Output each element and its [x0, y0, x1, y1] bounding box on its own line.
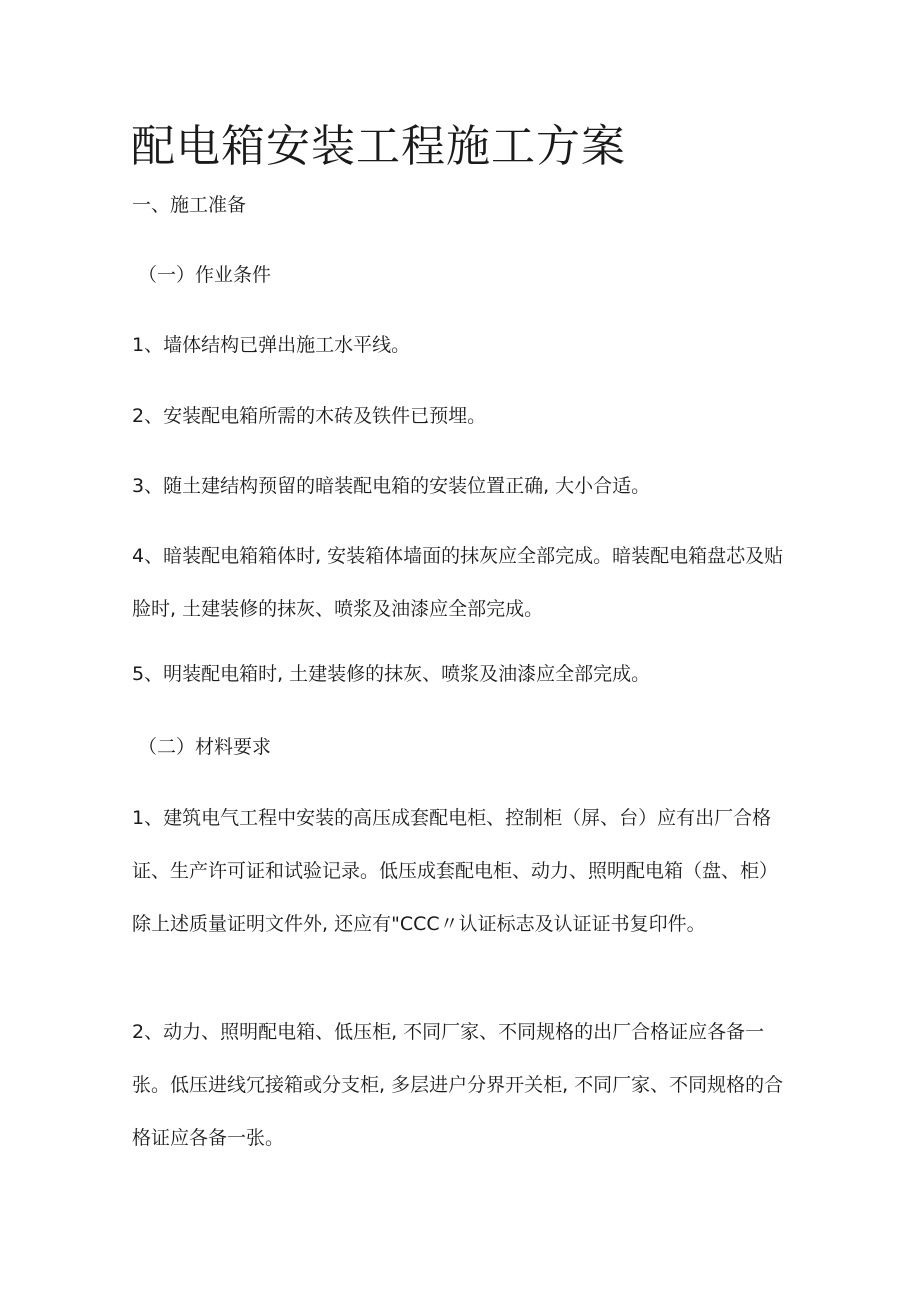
- condition-item-5: 5、明装配电箱时, 土建装修的抹灰、喷浆及油漆应全部完成。: [132, 663, 651, 685]
- document-title: 配电箱安装工程施工方案: [131, 121, 626, 172]
- material-item-1: 1、建筑电气工程中安装的高压成套配电柜、控制柜（屏、台）应有出厂合格证、生产许可证和试验记录。低压成套配电柜、动力、照明配电箱（盘、柜）除上述质量证明文件外, 还应有"CCC〃认证标志及认证证书复印件。: [132, 807, 779, 935]
- condition-item-2: 2、安装配电箱所需的木砖及铁件已预埋。: [132, 405, 487, 427]
- condition-item-1: 1、墙体结构已弹出施工水平线。: [132, 334, 411, 356]
- material-item-2: 2、动力、照明配电箱、低压柜, 不同厂家、不同规格的出厂合格证应各备一张。低压进线冗接箱或分支柜, 多层进户分界开关柜, 不同厂家、不同规格的合格证应各备一张。: [132, 1021, 784, 1149]
- condition-item-4: 4、暗装配电箱箱体时, 安装箱体墙面的抹灰应全部完成。暗装配电箱盘芯及贴脸时, 土建装修的抹灰、喷浆及油漆应全部完成。: [132, 545, 784, 620]
- subsection-heading-materials: （二）材料要求: [138, 736, 272, 758]
- condition-item-3: 3、随土建结构预留的暗装配电箱的安装位置正确, 大小合适。: [132, 475, 651, 497]
- subsection-heading-conditions: （一）作业条件: [138, 264, 272, 286]
- section-heading-preparation: 一、施工准备: [132, 194, 247, 216]
